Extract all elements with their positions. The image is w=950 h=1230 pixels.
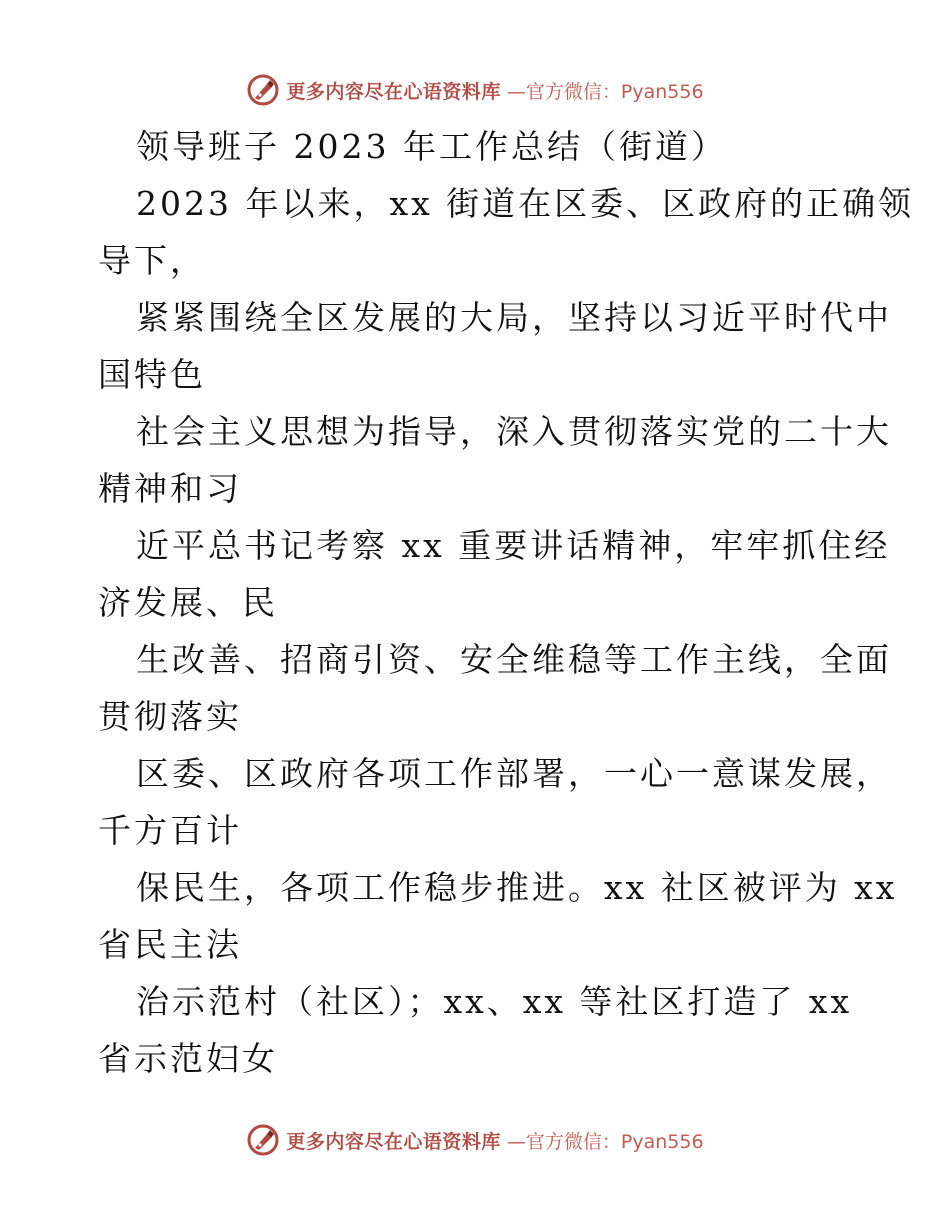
paragraph-line: 千方百计 [98, 811, 242, 850]
pen-nib-logo-icon [246, 73, 280, 107]
banner-main-text: 更多内容尽在心语资料库 [286, 1130, 501, 1153]
pen-nib-logo-icon [246, 1123, 280, 1157]
banner-sub-text: —官方微信：Pyan556 [506, 1130, 704, 1153]
paragraph-line: 近平总书记考察 xx 重要讲话精神，牢牢抓住经 [136, 526, 891, 565]
banner-main-text: 更多内容尽在心语资料库 [286, 80, 501, 103]
paragraph-line: 精神和习 [98, 469, 242, 508]
header-watermark-banner [0, 70, 950, 110]
banner-sub-text: —官方微信：Pyan556 [506, 80, 704, 103]
paragraph-line: 社会主义思想为指导，深入贯彻落实党的二十大 [136, 412, 892, 451]
paragraph-line: 2023 年以来，xx 街道在区委、区政府的正确领 [136, 184, 915, 223]
paragraph-line: 区委、区政府各项工作部署，一心一意谋发展， [136, 754, 892, 793]
paragraph-line: 生改善、招商引资、安全维稳等工作主线，全面 [136, 640, 892, 679]
paragraph-line: 济发展、民 [98, 583, 278, 622]
paragraph-line: 保民生，各项工作稳步推进。xx 社区被评为 xx [136, 868, 898, 907]
paragraph-line: 国特色 [98, 355, 206, 394]
paragraph-line: 贯彻落实 [98, 697, 242, 736]
paragraph-line: 治示范村（社区）；xx、xx 等社区打造了 xx [136, 982, 853, 1021]
document-title: 领导班子 2023 年工作总结（街道） [136, 127, 727, 166]
paragraph-line: 省民主法 [98, 925, 242, 964]
footer-watermark-banner [0, 1120, 950, 1160]
paragraph-line: 导下， [98, 241, 206, 280]
paragraph-line: 省示范妇女 [98, 1039, 278, 1078]
document-body [98, 118, 915, 1087]
paragraph-line: 紧紧围绕全区发展的大局，坚持以习近平时代中 [136, 298, 892, 337]
